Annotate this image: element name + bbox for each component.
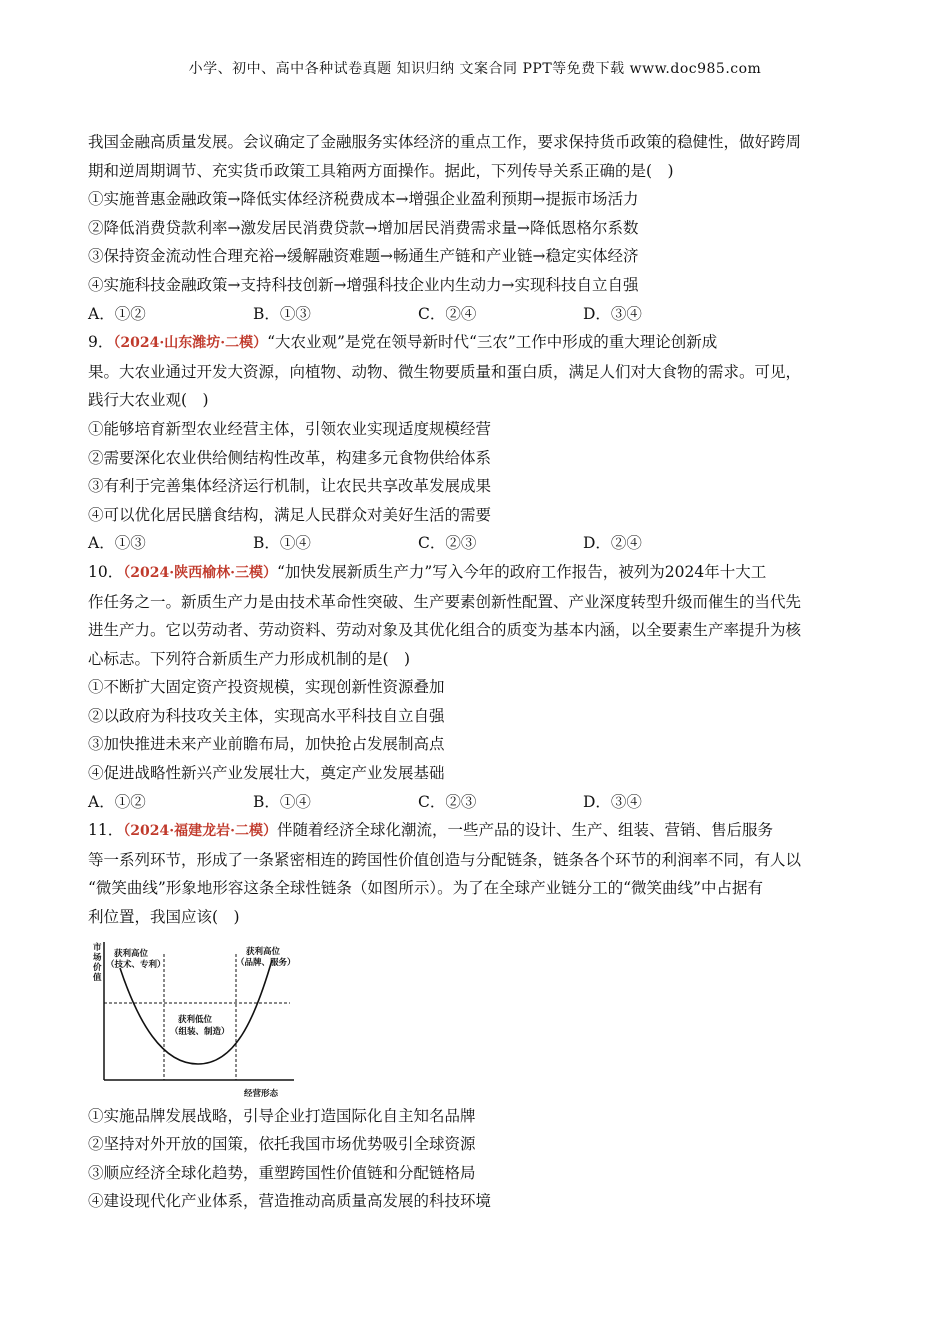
q8-item: ④实施科技金融政策→支持科技创新→增强科技企业内生动力→实现科技自立自强 [88, 275, 639, 294]
q10-option-c[interactable]: C．②③ [418, 792, 477, 811]
smile-curve [120, 960, 272, 1064]
q9-option-c[interactable]: C．②③ [418, 534, 477, 553]
q10-item: ④促进战略性新兴产业发展壮大，奠定产业发展基础 [88, 764, 445, 783]
q8-option-b[interactable]: B．①③ [253, 304, 311, 323]
q9-item: ③有利于完善集体经济运行机制，让农民共享改革发展成果 [88, 477, 492, 496]
smile-curve-diagram [90, 940, 320, 1100]
q9-item: ④可以优化居民膳食结构，满足人民群众对美好生活的需要 [88, 505, 492, 524]
q10-source: （2024·陕西榆林·三模） [123, 564, 277, 581]
right-high-sublabel: （品牌、服务） [236, 957, 296, 968]
q8-item: ①实施普惠金融政策→降低实体经济税费成本→增强企业盈利预期→提振市场活力 [88, 190, 639, 209]
q11-item: ②坚持对外开放的国策，依托我国市场优势吸引全球资源 [88, 1135, 476, 1154]
q9-options [88, 529, 868, 558]
y-axis-label-char: 值 [93, 972, 102, 983]
q9-option-d[interactable]: D．②④ [583, 534, 642, 553]
q8-option-d[interactable]: D．③④ [583, 304, 642, 323]
q10-stem-line: 作任务之一。新质生产力是由技术革命性突破、生产要素创新性配置、产业深度转型升级而催生的当代先 [88, 592, 802, 611]
q10-item: ③加快推进未来产业前瞻布局，加快抢占发展制高点 [88, 735, 445, 754]
q9-source: （2024·山东潍坊·二模） [113, 335, 268, 352]
q11-item: ①实施品牌发展战略，引导企业打造国际化自主知名品牌 [88, 1106, 476, 1125]
q8-stem-line: 期和逆周期调节、充实货币政策工具箱两方面操作。据此，下列传导关系正确的是( ) [88, 161, 674, 180]
q11-stem-line: 利位置，我国应该( ) [88, 908, 240, 927]
question-11 [88, 816, 868, 1216]
left-high-sublabel: （技术、专利） [106, 959, 166, 970]
bottom-low-sublabel: （组装、制造） [170, 1026, 230, 1037]
q9-item: ②需要深化农业供给侧结构性改革，构建多元食物供给体系 [88, 448, 492, 467]
q10-stem-first: “加快发展新质生产力”写入今年的政府工作报告，被列为2024年十大工 [276, 562, 767, 581]
smile-curve-figure [90, 940, 320, 1100]
q11-stem-line: 等一系列环节，形成了一条紧密相连的跨国性价值创造与分配链条，链条各个环节的利润率不同，有人以 [88, 850, 802, 869]
q10-item: ①不断扩大固定资产投资规模，实现创新性资源叠加 [88, 678, 445, 697]
bottom-low-label: 获利低位 [178, 1014, 213, 1025]
q11-stem-first: 伴随着经济全球化潮流，一些产品的设计、生产、组装、营销、售后服务 [276, 821, 773, 840]
question-9 [88, 328, 868, 558]
q8-item: ③保持资金流动性合理充裕→缓解融资难题→畅通生产链和产业链→稳定实体经济 [88, 247, 639, 266]
q8-options [88, 300, 868, 329]
q11-item: ④建设现代化产业体系，营造推动高质量高发展的科技环境 [88, 1192, 492, 1211]
exam-content [88, 128, 868, 1216]
q11-stem-line: “微笑曲线”形象地形容这条全球性链条（如图所示）。为了在全球产业链分工的“微笑曲线”中占据有 [88, 879, 763, 898]
q9-stem-line: 果。大农业通过开发大资源，向植物、动物、微生物要质量和蛋白质，满足人们对大食物的需求。可见， [88, 362, 802, 381]
q9-stem-line: 践行大农业观( ) [88, 391, 209, 410]
q9-stem-first: “大农业观”是党在领导新时代“三农”工作中形成的重大理论创新成 [267, 333, 718, 352]
q11-item: ③顺应经济全球化趋势，重塑跨国性价值链和分配链格局 [88, 1163, 476, 1182]
q10-stem-line: 心标志。下列符合新质生产力形成机制的是( ) [88, 649, 411, 668]
q11-number: 11． [88, 821, 124, 840]
q8-stem-line: 我国金融高质量发展。会议确定了金融服务实体经济的重点工作，要求保持货币政策的稳健性，做好跨周 [88, 133, 802, 151]
q9-item: ①能够培育新型农业经营主体，引领农业实现适度规模经营 [88, 419, 492, 438]
q10-number: 10． [88, 562, 124, 581]
q10-stem-line: 进生产力。它以劳动者、劳动资料、劳动对象及其优化组合的质变为基本内涵，以全要素生产率提升为核 [88, 621, 802, 640]
q10-option-a[interactable]: A．①② [88, 792, 146, 811]
left-high-label: 获利高位 [114, 948, 149, 959]
right-high-label: 获利高位 [246, 946, 281, 957]
q8-option-a[interactable]: A．①② [88, 304, 146, 323]
q10-item: ②以政府为科技攻关主体，实现高水平科技自立自强 [88, 706, 445, 725]
q10-option-b[interactable]: B．①④ [253, 792, 311, 811]
q8-option-c[interactable]: C．②④ [418, 304, 477, 323]
q8-item: ②降低消费贷款利率→激发居民消费贷款→增加居民消费需求量→降低恩格尔系数 [88, 218, 639, 237]
y-axis-label-char: 场 [93, 952, 102, 963]
q10-options [88, 788, 868, 817]
question-8 [88, 128, 868, 328]
y-axis-label-char: 市 [93, 942, 102, 953]
page-header: 小学、初中、高中各种试卷真题 知识归纳 文案合同 PPT等免费下载 www.doc985.com [188, 61, 762, 77]
q11-source: （2024·福建龙岩·二模） [123, 823, 277, 840]
q9-number: 9． [88, 333, 114, 352]
q9-option-a[interactable]: A．①③ [88, 534, 146, 553]
q9-option-b[interactable]: B．①④ [253, 534, 311, 553]
question-10 [88, 558, 868, 816]
y-axis-label-char: 价 [93, 962, 102, 973]
q10-option-d[interactable]: D．③④ [583, 792, 642, 811]
x-axis-label: 经营形态 [244, 1088, 279, 1099]
